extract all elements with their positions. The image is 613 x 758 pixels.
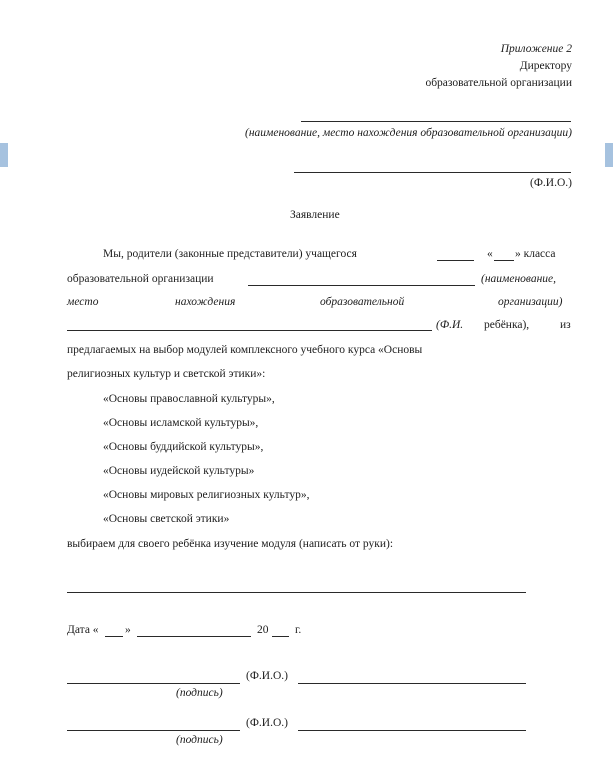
- module-item: «Основы буддийской культуры»,: [103, 441, 264, 453]
- body-line-1-class: » класса: [515, 248, 556, 260]
- signature-2-fio-caption: (Ф.И.О.): [246, 717, 288, 729]
- body-line-1-quote-open: «: [487, 248, 493, 260]
- date-month-blank: [137, 636, 251, 637]
- module-item: «Основы светской этики»: [103, 513, 230, 525]
- date-year-blank: [272, 636, 289, 637]
- module-item: «Основы мировых религиозных культур»,: [103, 489, 310, 501]
- body-line-4-from: из: [560, 319, 571, 331]
- signature-2-caption: (подпись): [176, 734, 223, 746]
- body-line-5: предлагаемых на выбор модулей комплексного учебного курса «Основы: [67, 344, 423, 356]
- module-item: «Основы иудейской культуры»: [103, 465, 255, 477]
- signature-1-line: [67, 683, 240, 684]
- appendix-label: Приложение 2: [500, 43, 572, 55]
- body-line-6: религиозных культур и светской этики»:: [67, 368, 266, 380]
- org-caption: (наименование, место нахождения образовательной организации): [245, 127, 572, 139]
- org-name-line: [301, 121, 571, 122]
- child-fio-caption-a: (Ф.И.: [436, 319, 464, 331]
- child-fio-caption-b: ребёнка),: [484, 319, 530, 331]
- addressee-line-1: Директору: [519, 60, 572, 72]
- child-fio-blank: [67, 330, 432, 331]
- date-prefix: Дата «: [67, 624, 99, 636]
- caption-word-4: организации): [498, 296, 563, 308]
- body-line-2-caption: (наименование,: [481, 273, 557, 285]
- caption-word-1: место: [67, 296, 99, 308]
- caption-word-3: образовательной: [320, 296, 405, 308]
- director-fio-caption: (Ф.И.О.): [530, 177, 572, 189]
- chosen-module-line: [67, 592, 526, 593]
- document-title: Заявление: [290, 209, 340, 221]
- date-year-suffix: г.: [295, 624, 302, 636]
- student-name-blank: [437, 260, 474, 261]
- caption-word-2: нахождения: [175, 296, 236, 308]
- signature-1-fio-caption: (Ф.И.О.): [246, 670, 288, 682]
- date-day-blank: [105, 636, 123, 637]
- module-item: «Основы исламской культуры»,: [103, 417, 259, 429]
- right-edge-marker: [605, 143, 613, 167]
- signature-1-fio-line: [298, 683, 526, 684]
- signature-2-line: [67, 730, 240, 731]
- date-close-quote: »: [125, 624, 131, 636]
- choose-module-text: выбираем для своего ребёнка изучение модуля (написать от руки):: [67, 538, 394, 550]
- body-line-1-text: Мы, родители (законные представители) учащегося: [103, 248, 357, 260]
- module-item: «Основы православной культуры»,: [103, 393, 275, 405]
- body-line-2-text: образовательной организации: [67, 273, 214, 285]
- signature-2-fio-line: [298, 730, 526, 731]
- school-name-blank: [248, 285, 475, 286]
- director-fio-line: [294, 172, 571, 173]
- addressee-line-2: образовательной организации: [425, 77, 572, 89]
- signature-1-caption: (подпись): [176, 687, 223, 699]
- class-number-blank: [494, 260, 514, 261]
- date-year-prefix: 20: [257, 624, 269, 636]
- left-edge-marker: [0, 143, 8, 167]
